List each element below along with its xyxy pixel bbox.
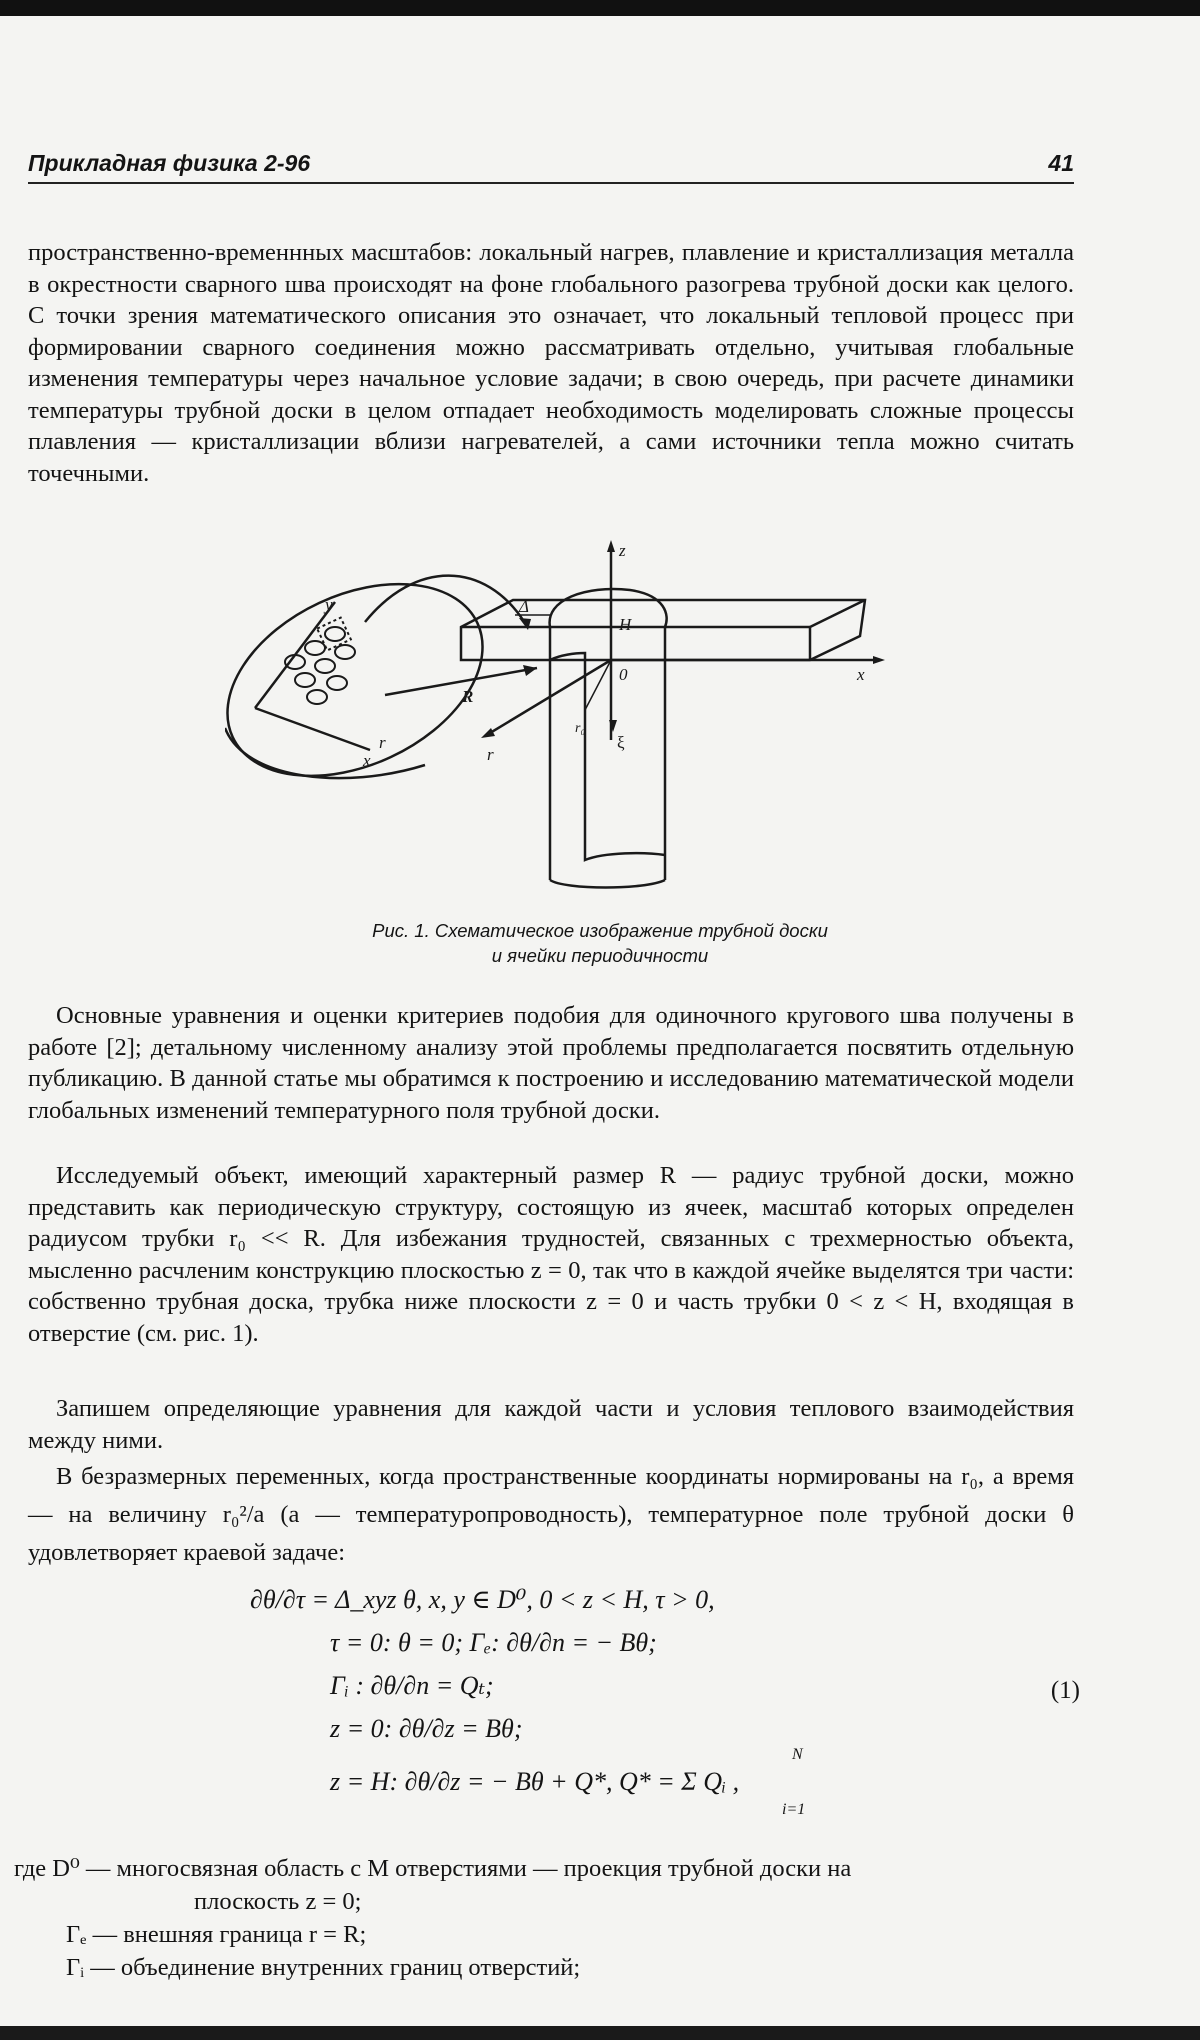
label-x-disc: x (363, 751, 371, 770)
definition-D0-cont: плоскость z = 0; (194, 1888, 362, 1915)
label-y: y (325, 595, 333, 614)
tube (550, 627, 665, 880)
definitions (14, 1852, 1074, 1984)
sum-upper-limit: N (792, 1746, 803, 1763)
disc-x-axis (255, 708, 370, 750)
caption-line-2: и ячейки периодичности (491, 945, 709, 966)
paragraph-4: Запишем определяющие уравнения для каждой части и условия теплового взаимодействия между ними. (28, 1395, 1074, 1454)
scan-top-edge (0, 0, 1200, 16)
equation-line-5: z = H: ∂θ/∂z = − Bθ + Q*, Q* = Σ Qᵢ , (330, 1767, 740, 1796)
label-origin: 0 (619, 665, 628, 684)
hole-grid (285, 618, 355, 704)
equation-line-3: Γᵢ : ∂θ/∂n = Qₜ; (330, 1671, 494, 1700)
scan-bottom-edge (0, 2026, 1200, 2040)
journal-title: Прикладная физика 2-96 (28, 150, 311, 176)
paragraph-5: В безразмерных переменных, когда пространственные координаты нормированы на r₀, а время — на величину r₀²/a (a — температуропроводность), температурное поле трубной доски θ удовлетворяет краевой задаче: (28, 1463, 1074, 1566)
label-xi: ξ (617, 733, 625, 752)
label-R: R (462, 687, 474, 706)
label-delta: Δ (519, 597, 529, 616)
equation-line-2: τ = 0: θ = 0; Γₑ: ∂θ/∂n = − Bθ; (330, 1628, 657, 1657)
label-z: z (619, 541, 626, 560)
paragraph-1: пространственно-временнных масштабов: локальный нагрев, плавление и кристаллизация металла в окрестности сварного шва происходят на фоне глобального разогрева трубной доски как целого. С точки зрения математического описания это означает, что локальный тепловой процесс при формировании сварного соединения можно рассматривать отдельно, учитывая глобальные изменения температуры через начальное условие задачи; в свою очередь, при расчете динамики температуры трубной доски в целом отпадает необходимость моделировать сложные процессы плавления — кристаллизации вблизи нагревателей, а сами источники тепла можно считать точечными. (28, 239, 1074, 487)
equation-number: (1) (1050, 1677, 1080, 1704)
label-H: H (619, 615, 632, 634)
equation-line-4: z = 0: ∂θ/∂z = Bθ; (330, 1714, 523, 1743)
label-r0: r₀ (575, 721, 586, 736)
equation-system-1 (250, 1585, 1080, 1835)
equation-line-1: ∂θ/∂τ = Δ_xyz θ, x, y ∈ D⁰, 0 < z < H, τ > 0, (250, 1585, 715, 1614)
tube-sheet-disc-thickness (225, 728, 425, 778)
label-r-disc: r (379, 733, 386, 752)
definition-D0: где D⁰ — многосвязная область с М отверстиями — проекция трубной доски на (14, 1855, 852, 1882)
curve-arrow (365, 576, 525, 623)
paragraph-2: Основные уравнения и оценки критериев подобия для одиночного кругового шва получены в работе [2]; детальному численному анализу этой проблемы предполагается посвятить отдельную публикацию. В данной статье мы обратимся к построению и исследованию математической модели глобальных изменений температурного поля трубной доски. (28, 1002, 1074, 1124)
caption-line-1: Рис. 1. Схематическое изображение трубной доски (372, 920, 828, 941)
r-axis (485, 660, 611, 736)
sum-lower-limit: i=1 (782, 1801, 806, 1818)
figure-tube-sheet (225, 540, 925, 895)
label-r-axis: r (487, 745, 494, 764)
paragraph-3: Исследуемый объект, имеющий характерный размер R — радиус трубной доски, можно представить как периодическую структуру, состоящую из ячеек, масштаб которых определен радиусом трубки r₀ << R. Для избежания трудностей, связанных с трехмерностью объекта, мысленно расчленим конструкцию плоскостью z = 0, так что в каждой ячейке выделятся три части: собственно трубная доска, трубка ниже плоскости z = 0 и часть трубки 0 < z < H, входящая в отверстие (см. рис. 1). (28, 1162, 1074, 1347)
running-header (28, 150, 1074, 184)
definition-gamma-e: Γₑ — внешняя граница r = R; (66, 1921, 367, 1948)
R-arrow (385, 668, 537, 695)
page-number: 41 (1048, 150, 1074, 176)
figure-caption (150, 918, 1050, 968)
label-x-axis: x (857, 665, 865, 684)
cell-hole (550, 589, 667, 627)
definition-gamma-i: Γᵢ — объединение внутренних границ отверстий; (66, 1954, 581, 1981)
